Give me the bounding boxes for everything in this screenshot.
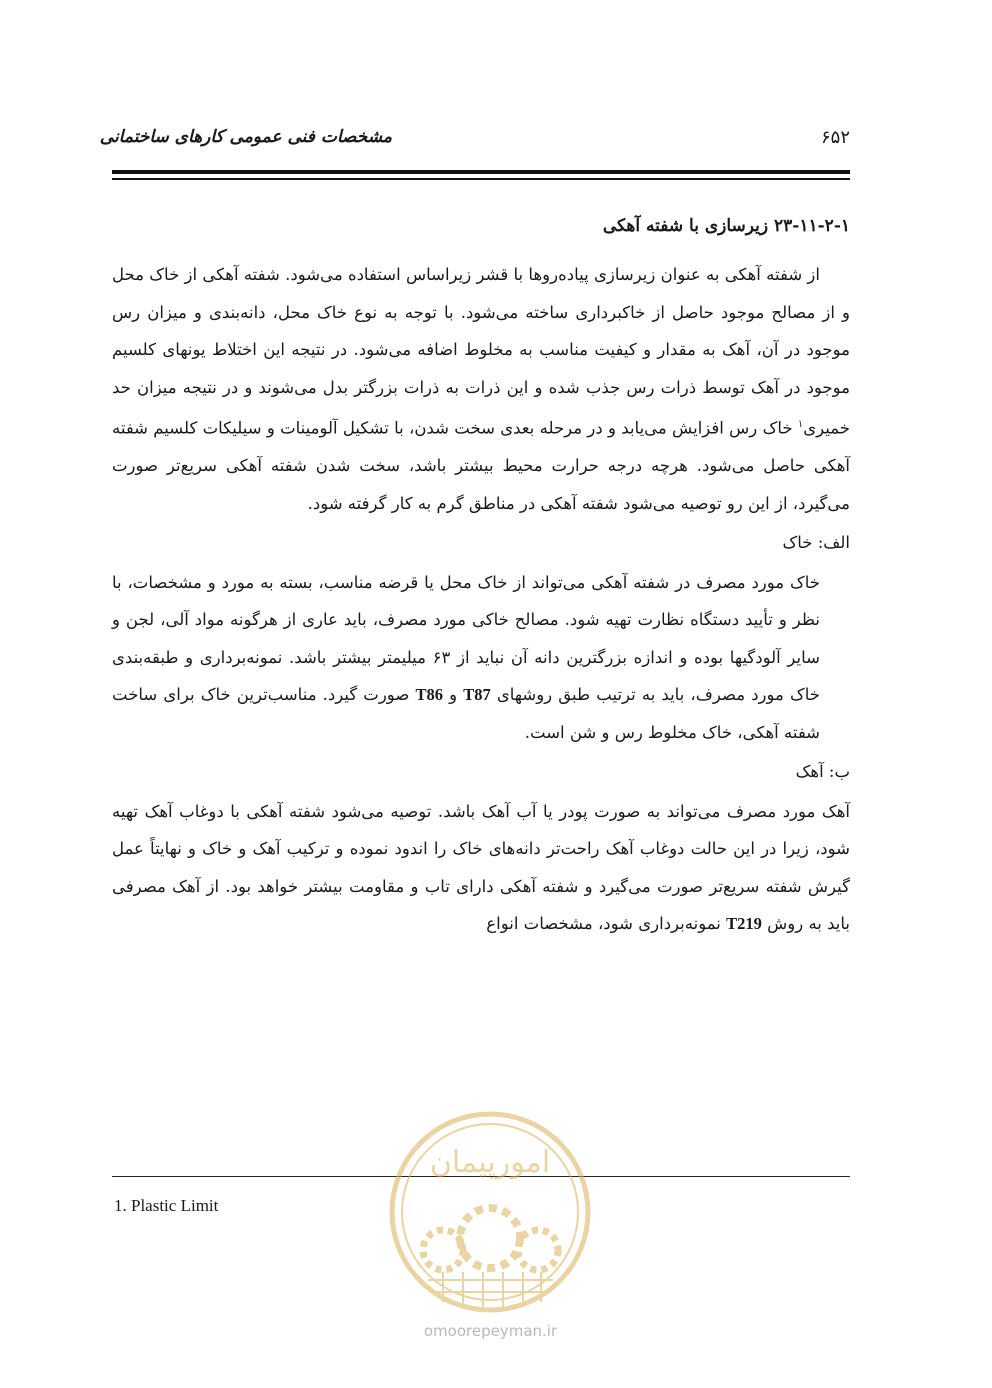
item-b-heading xyxy=(112,753,850,791)
watermark-logo-text: امورپیمان xyxy=(429,1145,551,1180)
item-b-text-1: آهک مورد مصرف می‌تواند به صورت پودر یا آب آهک باشد. توصیه می‌شود شفته آهکی با دوغاب آهک تهیه شود، زیرا در این حالت دوغاب آهک راحت‌تر دانه‌های خاک را اندود نموده و ترکیب آهک و خاک و نهایتاً عمل گیرش شفته سریع‌تر صورت می‌گیرد و شفته آهکی دارای تاب و مقاومت بیشتر خواهد بود. از آهک مصرفی باید به روش xyxy=(112,801,850,933)
paragraph-text-cont: خاک رس افزایش می‌یابد و در مرحله بعدی سخت شدن، با تشکیل آلومینات و سیلیکات کلسیم شفته آهکی حاصل می‌شود. هرچه درجه حرارت محیط بیشتر باشد، سخت شدن شفته آهکی سریع‌تر صورت می‌گیرد، از این رو توصیه می‌شود شفته آهکی در مناطق گرم به کار گرفته شود. xyxy=(112,418,850,513)
item-a-title: خاک xyxy=(782,533,813,552)
gear-seal-logo-icon xyxy=(383,1110,598,1320)
item-a-text-2: و xyxy=(442,685,464,704)
section-paragraph xyxy=(112,256,850,522)
item-a-text-1: خاک مورد مصرف در شفته آهکی می‌تواند از خاک محل یا قرضه مناسب، بسته به مورد و مشخصات، با نظر و تأیید دستگاه نظارت تهیه شود. مصالح خاکی مورد مصرف، باید عاری از هرگونه مواد آلی، لجن و سایر آلودگیها بوده و اندازه بزرگترین دانه آن نباید از ۶۳ میلیمتر بیشتر باشد. نمونه‌برداری و طبقه‌بندی خاک مورد مصرف، باید به ترتیب طبق روشهای xyxy=(112,572,821,704)
item-a-label: الف: xyxy=(817,533,850,552)
item-b-text-2: نمونه‌برداری شود، مشخصات انواع xyxy=(486,914,727,933)
item-b-title: آهک xyxy=(795,762,824,781)
footnote: 1. Plastic Limit xyxy=(114,1196,219,1215)
page-number: ۶۵۲ xyxy=(820,127,850,148)
header-rule-thick xyxy=(112,170,850,174)
watermark-url: omoorepeyman.ir xyxy=(423,1322,558,1340)
item-a-text-3: صورت گیرد. مناسب‌ترین خاک برای ساخت شفته آهکی، خاک مخلوط رس و شن است. xyxy=(112,685,820,742)
method-code-t87: T87 xyxy=(463,685,491,704)
paragraph-text: از شفته آهکی به عنوان زیرسازی پیاده‌روها با قشر زیراساس استفاده می‌شود. شفته آهکی از خاک محل و از مصالح موجود حاصل از خاکبرداری ساخته می‌شود. با توجه به نوع خاک محل، دانه‌بندی و میزان رس موجود در آن، آهک به مقدار و کیفیت مناسب به مخلوط اضافه می‌شود. در نتیجه این اختلاط یونهای کلسیم موجود در آهک توسط ذرات رس جذب شده و این ذرات به ذرات بزرگتر بدل می‌شوند و در نتیجه میزان حد خمیری xyxy=(112,265,850,438)
header-title: مشخصات فنی عمومی کارهای ساختمانی xyxy=(99,127,392,147)
item-b-label: ب: xyxy=(828,762,850,781)
item-a-heading xyxy=(112,524,850,562)
item-b-paragraph xyxy=(112,793,850,943)
section-title: ۲۳-۱۱-۲-۱ زیرسازی با شفته آهکی xyxy=(602,216,850,236)
footnote-reference: ۱ xyxy=(797,419,804,430)
page-header xyxy=(99,125,850,161)
method-code-t86: T86 xyxy=(415,685,443,704)
page-content xyxy=(112,210,850,943)
method-code-t219: T219 xyxy=(726,914,762,933)
header-rule-thin xyxy=(112,178,850,180)
item-a-paragraph xyxy=(112,564,850,752)
